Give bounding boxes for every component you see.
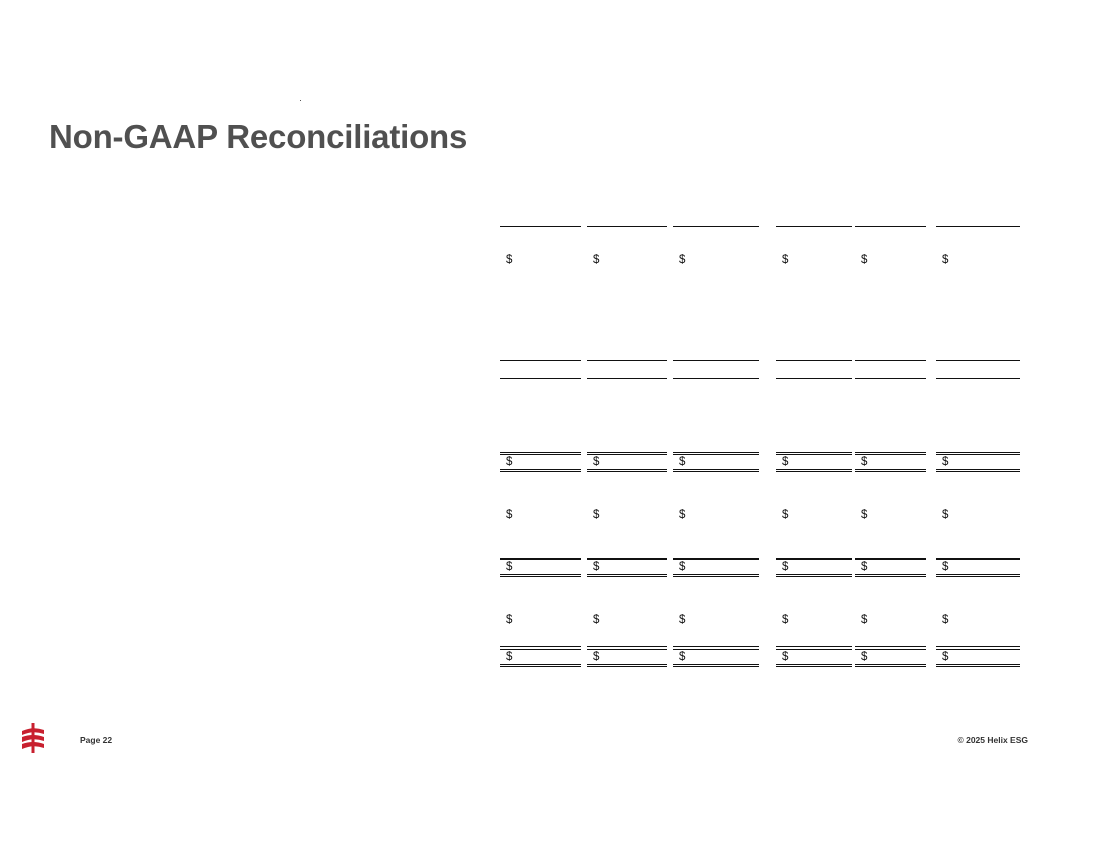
dollar-sign: $ (506, 651, 513, 663)
dollar-sign: $ (782, 614, 789, 626)
total-overline (855, 559, 926, 560)
total-overline (855, 454, 926, 455)
total-double-underline (500, 664, 581, 667)
dollar-sign: $ (942, 456, 949, 468)
total-double-underline (500, 574, 581, 577)
subtotal-underline (673, 360, 759, 361)
dollar-sign: $ (782, 651, 789, 663)
subtotal-underline (936, 452, 1020, 453)
dollar-sign: $ (593, 509, 600, 521)
subtotal-underline (587, 378, 667, 379)
dollar-sign: $ (942, 561, 949, 573)
total-overline (500, 559, 581, 560)
total-overline (673, 649, 759, 650)
total-double-underline (673, 469, 759, 472)
dollar-sign: $ (593, 456, 600, 468)
column-header-underline (936, 226, 1020, 227)
subtotal-underline (500, 378, 581, 379)
dollar-sign: $ (593, 254, 600, 266)
subtotal-underline (776, 360, 852, 361)
subtotal-underline (776, 646, 852, 647)
total-double-underline (936, 664, 1020, 667)
total-overline (500, 454, 581, 455)
total-double-underline (936, 574, 1020, 577)
total-double-underline (587, 469, 667, 472)
dollar-sign: $ (506, 614, 513, 626)
total-overline (936, 559, 1020, 560)
dollar-sign: $ (593, 614, 600, 626)
dollar-sign: $ (506, 254, 513, 266)
subtotal-underline (776, 378, 852, 379)
dollar-sign: $ (506, 456, 513, 468)
total-double-underline (936, 469, 1020, 472)
dollar-sign: $ (861, 456, 868, 468)
dollar-sign: $ (782, 254, 789, 266)
total-double-underline (500, 469, 581, 472)
subtotal-underline (500, 646, 581, 647)
dollar-sign: $ (593, 561, 600, 573)
total-double-underline (776, 574, 852, 577)
total-double-underline (673, 664, 759, 667)
subtotal-underline (855, 378, 926, 379)
subtotal-underline (587, 646, 667, 647)
dollar-sign: $ (506, 561, 513, 573)
total-overline (587, 649, 667, 650)
page-number: Page 22 (80, 735, 113, 745)
dollar-sign: $ (782, 509, 789, 521)
total-double-underline (776, 469, 852, 472)
subtotal-underline (936, 378, 1020, 379)
total-overline (673, 559, 759, 560)
column-header-underline (776, 226, 852, 227)
subtotal-underline (936, 360, 1020, 361)
dollar-sign: $ (942, 254, 949, 266)
column-header-underline (855, 226, 926, 227)
subtotal-underline (500, 452, 581, 453)
subtotal-underline (673, 452, 759, 453)
dollar-sign: $ (861, 509, 868, 521)
total-overline (500, 649, 581, 650)
dollar-sign: $ (679, 561, 686, 573)
total-double-underline (673, 574, 759, 577)
subtotal-underline (587, 452, 667, 453)
helix-logo-icon (20, 723, 46, 753)
column-header-underline (673, 226, 759, 227)
dollar-sign: $ (861, 651, 868, 663)
dollar-sign: $ (861, 561, 868, 573)
total-overline (587, 559, 667, 560)
subtotal-underline (500, 360, 581, 361)
total-overline (855, 649, 926, 650)
dollar-sign: $ (679, 651, 686, 663)
dollar-sign: $ (861, 254, 868, 266)
column-header-underline (587, 226, 667, 227)
total-double-underline (855, 469, 926, 472)
dollar-sign: $ (782, 456, 789, 468)
dollar-sign: $ (679, 614, 686, 626)
total-overline (776, 454, 852, 455)
dollar-sign: $ (679, 509, 686, 521)
total-double-underline (587, 574, 667, 577)
total-overline (936, 454, 1020, 455)
subtotal-underline (673, 378, 759, 379)
dollar-sign: $ (942, 509, 949, 521)
total-double-underline (855, 574, 926, 577)
subtotal-underline (855, 360, 926, 361)
subtotal-underline (936, 646, 1020, 647)
dollar-sign: $ (861, 614, 868, 626)
total-overline (673, 454, 759, 455)
total-overline (936, 649, 1020, 650)
total-double-underline (587, 664, 667, 667)
page-title: Non-GAAP Reconciliations (49, 118, 468, 155)
total-double-underline (855, 664, 926, 667)
subtotal-underline (855, 452, 926, 453)
total-overline (776, 559, 852, 560)
total-overline (587, 454, 667, 455)
subtotal-underline (776, 452, 852, 453)
dollar-sign: $ (782, 561, 789, 573)
dollar-sign: $ (506, 509, 513, 521)
dollar-sign: $ (679, 456, 686, 468)
subtotal-underline (587, 360, 667, 361)
column-header-underline (500, 226, 581, 227)
dollar-sign: $ (942, 651, 949, 663)
total-overline (776, 649, 852, 650)
dollar-sign: $ (942, 614, 949, 626)
dollar-sign: $ (679, 254, 686, 266)
total-double-underline (776, 664, 852, 667)
subtotal-underline (673, 646, 759, 647)
dollar-sign: $ (593, 651, 600, 663)
copyright-notice: © 2025 Helix ESG (957, 735, 1028, 745)
subtotal-underline (855, 646, 926, 647)
